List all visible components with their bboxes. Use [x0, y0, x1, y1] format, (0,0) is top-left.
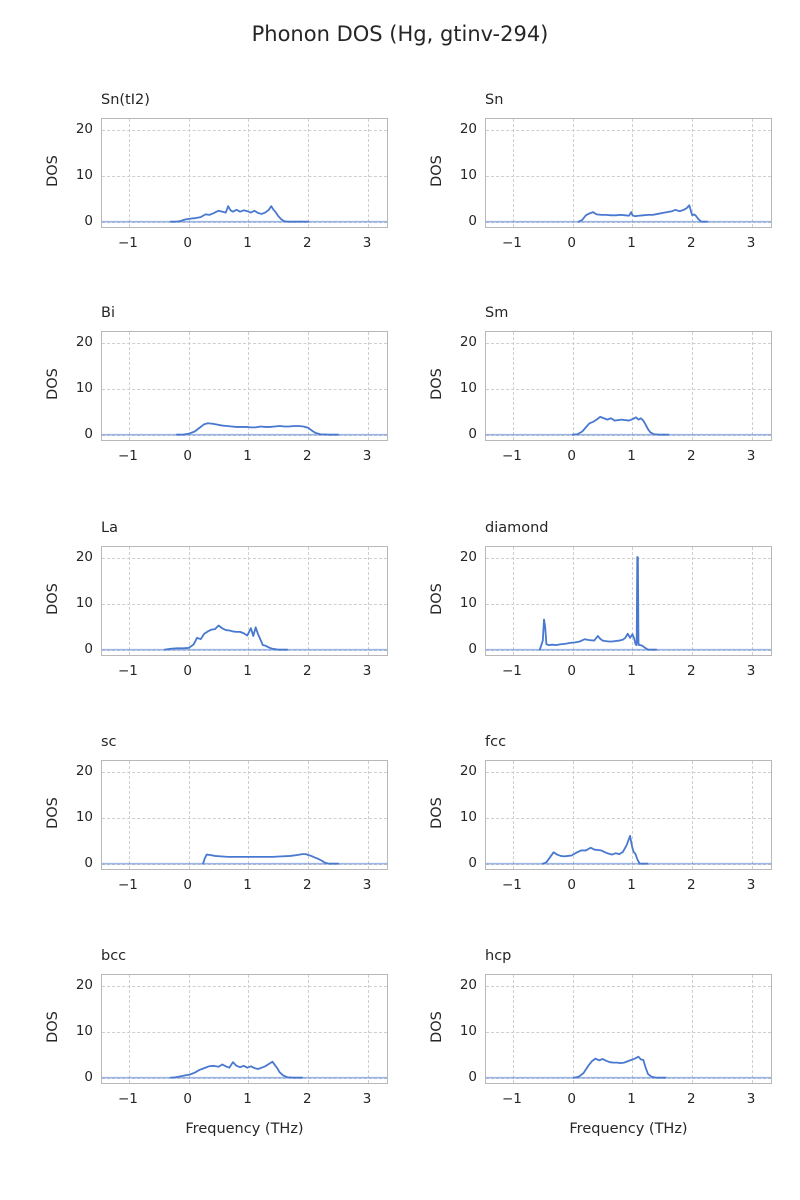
x-tick-label: 2 — [686, 877, 696, 893]
y-tick-label: 10 — [459, 595, 477, 612]
x-tick-label: 2 — [686, 235, 696, 251]
y-tick-label: 20 — [459, 121, 477, 138]
y-tick-label: 10 — [459, 1023, 477, 1040]
x-tick-label: 2 — [686, 1091, 696, 1107]
x-tick-label: 2 — [302, 235, 312, 251]
x-tick-label: 3 — [362, 1091, 372, 1107]
dos-curve — [102, 119, 388, 228]
y-axis-label: DOS — [429, 368, 445, 400]
y-tick-label: 0 — [468, 212, 477, 229]
figure-title: Phonon DOS (Hg, gtinv-294) — [251, 22, 549, 46]
plot-area — [101, 760, 388, 870]
x-tick-label: 1 — [627, 877, 636, 893]
subplot-title: Sm — [485, 305, 509, 321]
y-tick-label: 0 — [468, 425, 477, 442]
x-tick-label: 3 — [746, 877, 756, 893]
dos-curve — [486, 119, 772, 228]
y-tick-label: 20 — [75, 549, 93, 566]
x-tick-label: 0 — [567, 877, 576, 893]
dos-curve — [486, 975, 772, 1084]
y-tick-label: 0 — [84, 212, 93, 229]
y-tick-label: 0 — [84, 1068, 93, 1085]
plot-area — [485, 331, 772, 441]
x-tick-label: 0 — [567, 448, 576, 464]
x-tick-label: 1 — [243, 235, 252, 251]
x-tick-label: 1 — [627, 235, 636, 251]
x-tick-label: −1 — [117, 1091, 138, 1107]
x-tick-label: −1 — [117, 663, 138, 679]
plot-area — [101, 118, 388, 228]
dos-curve — [486, 761, 772, 870]
subplot-fcc — [429, 734, 772, 893]
subplot-title: bcc — [101, 948, 127, 964]
x-tick-label: 1 — [627, 448, 636, 464]
x-tick-label: −1 — [117, 235, 138, 251]
y-tick-label: 10 — [75, 1023, 93, 1040]
x-tick-label: 3 — [746, 1091, 756, 1107]
subplot-title: Bi — [101, 305, 115, 321]
y-tick-label: 20 — [459, 334, 477, 351]
subplot-title: sc — [101, 734, 117, 750]
x-tick-label: 3 — [362, 448, 372, 464]
x-tick-label: 0 — [567, 663, 576, 679]
y-axis-label: DOS — [45, 368, 61, 400]
y-axis-label: DOS — [45, 155, 61, 187]
plot-area — [101, 546, 388, 656]
y-tick-label: 10 — [75, 380, 93, 397]
x-tick-label: 1 — [243, 877, 252, 893]
y-tick-label: 20 — [75, 977, 93, 994]
x-tick-label: 0 — [183, 877, 192, 893]
x-tick-label: 1 — [243, 663, 252, 679]
x-tick-label: 1 — [627, 663, 636, 679]
dos-curve — [486, 547, 772, 656]
x-tick-label: 3 — [362, 663, 372, 679]
x-tick-label: 1 — [627, 1091, 636, 1107]
dos-curve — [102, 761, 388, 870]
x-tick-label: 0 — [183, 663, 192, 679]
subplot-title: Sn — [485, 92, 504, 108]
y-axis-label: DOS — [429, 155, 445, 187]
plot-area — [485, 118, 772, 228]
plot-area — [101, 331, 388, 441]
y-tick-label: 0 — [468, 1068, 477, 1085]
subplot-hcp — [429, 948, 772, 1137]
y-tick-label: 0 — [468, 854, 477, 871]
y-tick-label: 0 — [84, 640, 93, 657]
x-tick-label: −1 — [501, 663, 522, 679]
y-tick-label: 0 — [468, 640, 477, 657]
x-axis-label: Frequency (THz) — [569, 1121, 688, 1137]
plot-area — [485, 974, 772, 1084]
x-tick-label: 0 — [183, 1091, 192, 1107]
dos-curve — [486, 332, 772, 441]
subplot-title: fcc — [485, 734, 507, 750]
x-tick-label: −1 — [117, 448, 138, 464]
y-tick-label: 10 — [459, 167, 477, 184]
y-tick-label: 20 — [75, 121, 93, 138]
y-tick-label: 10 — [75, 809, 93, 826]
subplot-title: diamond — [485, 520, 549, 536]
x-tick-label: −1 — [501, 1091, 522, 1107]
subplot-diamond — [429, 520, 772, 679]
x-tick-label: 3 — [362, 877, 372, 893]
x-tick-label: 2 — [302, 663, 312, 679]
subplot-sn — [429, 92, 772, 251]
x-tick-label: −1 — [501, 877, 522, 893]
subplot-sn-ti2 — [45, 92, 388, 251]
y-axis-label: DOS — [429, 1011, 445, 1043]
y-tick-label: 20 — [459, 763, 477, 780]
y-tick-label: 20 — [75, 334, 93, 351]
subplot-sm — [429, 305, 772, 464]
dos-curve — [102, 332, 388, 441]
plot-area — [485, 546, 772, 656]
x-tick-label: 3 — [746, 448, 756, 464]
plot-area — [485, 760, 772, 870]
y-tick-label: 0 — [84, 425, 93, 442]
subplot-sc — [45, 734, 388, 893]
y-axis-label: DOS — [45, 1011, 61, 1043]
x-tick-label: 3 — [746, 663, 756, 679]
x-tick-label: 2 — [686, 663, 696, 679]
y-tick-label: 10 — [459, 809, 477, 826]
subplot-la — [45, 520, 388, 679]
x-tick-label: 2 — [302, 1091, 312, 1107]
x-axis-label: Frequency (THz) — [185, 1121, 304, 1137]
x-tick-label: 0 — [567, 235, 576, 251]
y-axis-label: DOS — [45, 797, 61, 829]
x-tick-label: 3 — [746, 235, 756, 251]
subplot-title: Sn(tI2) — [101, 92, 150, 108]
y-axis-label: DOS — [429, 797, 445, 829]
y-tick-label: 10 — [75, 167, 93, 184]
x-tick-label: 2 — [302, 877, 312, 893]
x-tick-label: 2 — [686, 448, 696, 464]
subplot-bcc — [45, 948, 388, 1137]
y-axis-label: DOS — [429, 583, 445, 615]
y-tick-label: 10 — [459, 380, 477, 397]
x-tick-label: 2 — [302, 448, 312, 464]
y-tick-label: 20 — [459, 977, 477, 994]
plot-area — [101, 974, 388, 1084]
subplot-title: La — [101, 520, 118, 536]
y-tick-label: 20 — [75, 763, 93, 780]
y-tick-label: 20 — [459, 549, 477, 566]
x-tick-label: 0 — [567, 1091, 576, 1107]
x-tick-label: 3 — [362, 235, 372, 251]
x-tick-label: −1 — [501, 235, 522, 251]
x-tick-label: 0 — [183, 448, 192, 464]
y-tick-label: 0 — [84, 854, 93, 871]
x-tick-label: 0 — [183, 235, 192, 251]
x-tick-label: 1 — [243, 448, 252, 464]
subplot-title: hcp — [485, 948, 512, 964]
subplot-bi — [45, 305, 388, 464]
x-tick-label: −1 — [117, 877, 138, 893]
x-tick-label: −1 — [501, 448, 522, 464]
dos-curve — [102, 547, 388, 656]
x-tick-label: 1 — [243, 1091, 252, 1107]
dos-curve — [102, 975, 388, 1084]
y-tick-label: 10 — [75, 595, 93, 612]
y-axis-label: DOS — [45, 583, 61, 615]
